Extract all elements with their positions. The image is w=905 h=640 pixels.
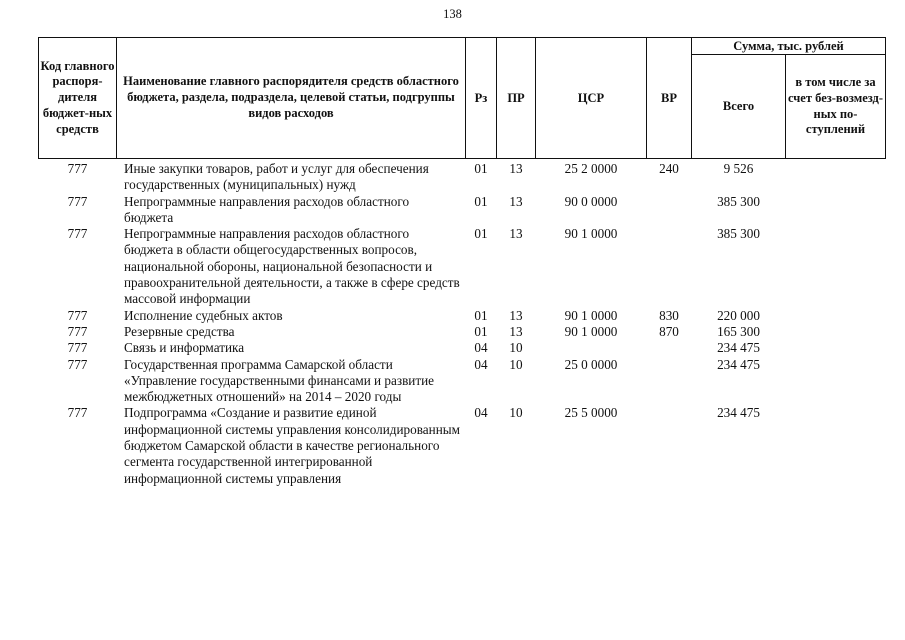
cell-name: Исполнение судебных актов	[124, 307, 283, 323]
cell-incl	[786, 357, 886, 406]
cell-vr: 240	[659, 161, 679, 176]
table-row	[39, 159, 886, 194]
header-sum-group: Сумма, тыс. рублей	[692, 38, 886, 55]
cell-rz: 01	[474, 307, 488, 323]
cell-csr: 25 5 0000	[564, 405, 618, 421]
header-incl: в том числе за счет без-возмезд-ных по-ступлений	[786, 55, 886, 159]
cell-pr: 13	[509, 323, 523, 339]
cell-code: 777	[67, 405, 88, 421]
cell-csr	[536, 340, 647, 356]
cell-rz: 04	[474, 340, 488, 356]
cell-pr: 13	[509, 307, 523, 323]
table-row	[39, 308, 886, 324]
cell-code: 777	[67, 340, 88, 356]
cell-name: Подпрограмма «Создание и развитие единой информационной системы управления консолидированным бюджетом Самарской области в качестве регионального сегмента государственной интегрированной информационной системы управления	[124, 405, 460, 486]
budget-table	[38, 37, 886, 487]
cell-vr: 830	[659, 307, 679, 323]
cell-name: Связь и информатика	[124, 340, 245, 356]
cell-incl	[786, 324, 886, 340]
cell-csr: 90 1 0000	[564, 323, 618, 339]
cell-pr: 13	[509, 193, 523, 209]
cell-code: 777	[67, 161, 88, 176]
cell-pr: 13	[509, 226, 523, 242]
header-total: Всего	[692, 55, 786, 159]
cell-csr: 25 2 0000	[564, 161, 618, 176]
cell-incl	[786, 226, 886, 307]
cell-name: Резервные средства	[124, 323, 235, 339]
table-row	[39, 405, 886, 486]
cell-total: 234 475	[717, 340, 760, 356]
cell-code: 777	[67, 226, 88, 242]
table-row	[39, 340, 886, 356]
cell-vr	[647, 405, 692, 486]
header-csr: ЦСР	[536, 38, 647, 159]
cell-rz: 01	[474, 226, 488, 242]
cell-vr	[647, 340, 692, 356]
cell-total: 220 000	[717, 307, 760, 323]
cell-rz: 01	[474, 323, 488, 339]
page-number: 138	[443, 7, 462, 21]
table-row	[39, 324, 886, 340]
cell-rz: 04	[474, 405, 488, 421]
cell-incl	[786, 340, 886, 356]
cell-pr: 10	[509, 405, 523, 421]
cell-pr: 10	[509, 356, 523, 372]
header-code: Код главного распоря-дителя бюджет-ных средств	[39, 38, 117, 159]
cell-name: Непрограммные направления расходов областного бюджета в области общегосударственных вопросов, национальной обороны, национальной безопасности и правоохранительной деятельности, а также в сфере средств массовой информации	[124, 226, 460, 307]
table-row	[39, 357, 886, 406]
cell-code: 777	[67, 193, 88, 209]
cell-csr: 90 0 0000	[564, 193, 618, 209]
cell-incl	[786, 308, 886, 324]
cell-code: 777	[67, 307, 88, 323]
cell-name: Непрограммные направления расходов областного бюджета	[124, 193, 410, 225]
cell-pr: 10	[509, 340, 523, 356]
cell-code: 777	[67, 323, 88, 339]
cell-rz: 04	[474, 356, 488, 372]
cell-incl	[786, 405, 886, 486]
table-body	[39, 159, 886, 487]
table-row	[39, 226, 886, 307]
cell-vr	[647, 357, 692, 406]
cell-csr: 90 1 0000	[564, 307, 618, 323]
cell-incl	[786, 194, 886, 227]
cell-total: 234 475	[717, 405, 760, 421]
cell-incl	[786, 159, 886, 194]
cell-total: 9 526	[723, 161, 754, 176]
cell-pr: 13	[509, 161, 523, 176]
cell-rz: 01	[474, 161, 488, 176]
cell-vr: 870	[659, 323, 679, 339]
header-name: Наименование главного распорядителя средств областного бюджета, раздела, подраздела, целевой статьи, подгруппы видов расходов	[117, 38, 466, 159]
header-rz: Рз	[466, 38, 497, 159]
cell-total: 234 475	[717, 356, 760, 372]
cell-name: Иные закупки товаров, работ и услуг для обеспечения государственных (муниципальных) нужд	[124, 161, 429, 193]
cell-name: Государственная программа Самарской области «Управление государственными финансами и развитие межбюджетных отношений» на 2014 – 2020 годы	[124, 356, 435, 405]
cell-total: 165 300	[717, 323, 760, 339]
header-pr: ПР	[497, 38, 536, 159]
cell-code: 777	[67, 356, 88, 372]
cell-csr: 90 1 0000	[564, 226, 618, 242]
cell-total: 385 300	[717, 226, 760, 242]
cell-rz: 01	[474, 193, 488, 209]
header-vr: ВР	[647, 38, 692, 159]
cell-vr	[647, 226, 692, 307]
cell-vr	[647, 194, 692, 227]
cell-csr: 25 0 0000	[564, 356, 618, 372]
table-row	[39, 194, 886, 227]
cell-total: 385 300	[717, 193, 760, 209]
